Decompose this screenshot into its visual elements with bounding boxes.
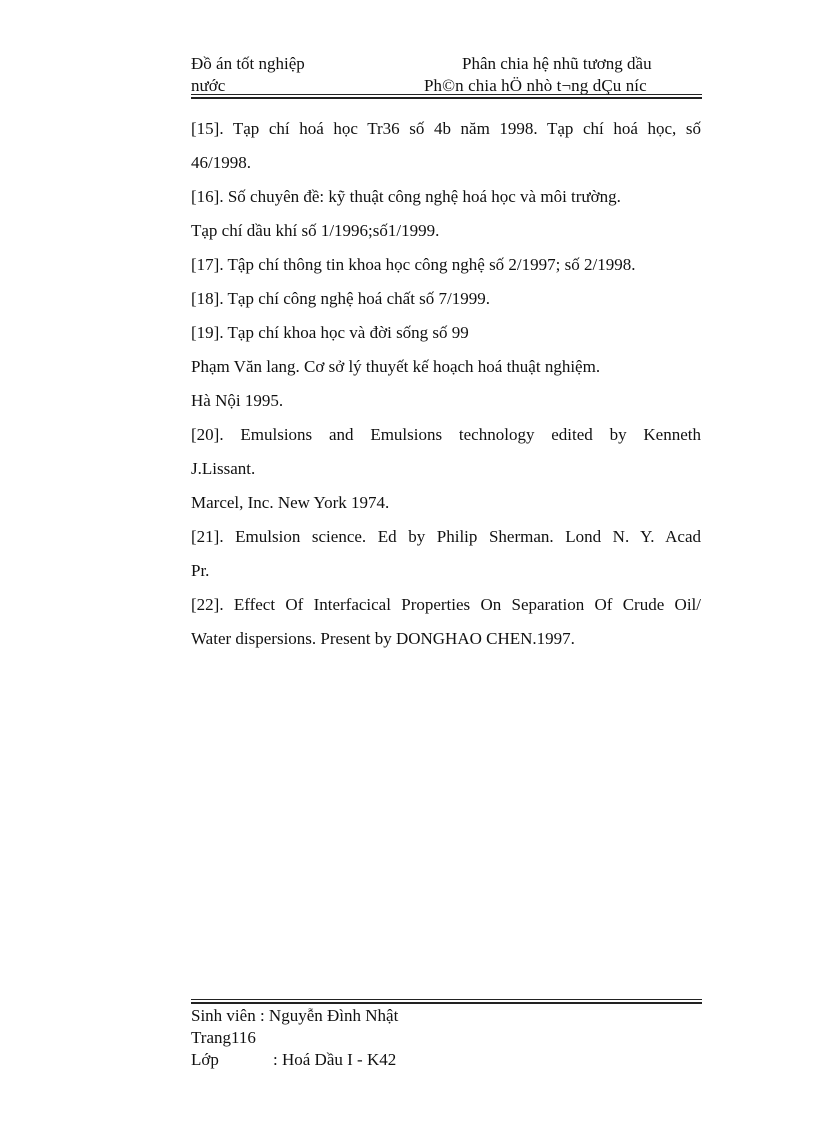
- footer-student: Sinh viên : Nguyễn Đình Nhật: [191, 1006, 399, 1025]
- reference-line: Phạm Văn lang. Cơ sở lý thuyết kế hoạch hoá thuật nghiệm.: [191, 357, 601, 376]
- footer-page-number: Trang116: [191, 1028, 256, 1047]
- header-rule-thick: [191, 97, 702, 99]
- reference-line: J.Lissant.: [191, 459, 256, 478]
- reference-line: [20]. Emulsions and Emulsions technology edited by Kenneth: [191, 425, 701, 444]
- header-topic-continuation: nước: [191, 76, 226, 95]
- reference-19: [191, 316, 701, 418]
- reference-line: [21]. Emulsion science. Ed by Philip Sherman. Lond N. Y. Acad: [191, 527, 701, 546]
- header-topic-title: Phân chia hệ nhũ tương dầu: [462, 54, 652, 73]
- reference-line: Hà Nội 1995.: [191, 391, 284, 410]
- reference-line: [22]. Effect Of Interfacical Properties On Separation Of Crude Oil/: [191, 595, 701, 614]
- footer-student-row: [191, 1005, 701, 1027]
- reference-17: [191, 248, 701, 282]
- reference-15: [191, 112, 701, 180]
- reference-line: [15]. Tạp chí hoá học Tr36 số 4b năm 1998. Tạp chí hoá học, số: [191, 119, 701, 138]
- reference-line: Water dispersions. Present by DONGHAO CHEN.1997.: [191, 629, 575, 648]
- header-rule-thin: [191, 94, 702, 95]
- reference-22: [191, 588, 701, 656]
- footer: [191, 1005, 701, 1071]
- header-topic-legacy-encoding: Ph©n chia hÖ nhò t¬ng dÇu níc: [424, 76, 647, 95]
- reference-line: Pr.: [191, 561, 210, 580]
- header-row-1: [191, 54, 701, 76]
- footer-rule-thin: [191, 999, 702, 1000]
- reference-line: 46/1998.: [191, 153, 251, 172]
- reference-line: [19]. Tạp chí khoa học và đời sống số 99: [191, 323, 469, 342]
- reference-line: [16]. Số chuyên đề: kỹ thuật công nghệ hoá học và môi trường.: [191, 187, 621, 206]
- reference-18: [191, 282, 701, 316]
- footer-class-value: : Hoá Dầu I - K42: [273, 1050, 397, 1069]
- header-row-2: [191, 76, 701, 96]
- footer-class-label: Lớp: [191, 1050, 219, 1069]
- header-thesis-label: Đồ án tốt nghiệp: [191, 54, 305, 73]
- footer-class-row: [191, 1049, 701, 1071]
- reference-20: [191, 418, 701, 520]
- reference-line: Marcel, Inc. New York 1974.: [191, 493, 390, 512]
- reference-21: [191, 520, 701, 588]
- footer-rule-thick: [191, 1002, 702, 1004]
- footer-page-row: [191, 1027, 701, 1049]
- reference-line: [18]. Tạp chí công nghệ hoá chất số 7/1999.: [191, 289, 491, 308]
- reference-list: [191, 112, 701, 656]
- reference-line: Tạp chí dầu khí số 1/1996;số1/1999.: [191, 221, 440, 240]
- reference-line: [17]. Tập chí thông tin khoa học công nghệ số 2/1997; số 2/1998.: [191, 255, 636, 274]
- reference-16: [191, 180, 701, 248]
